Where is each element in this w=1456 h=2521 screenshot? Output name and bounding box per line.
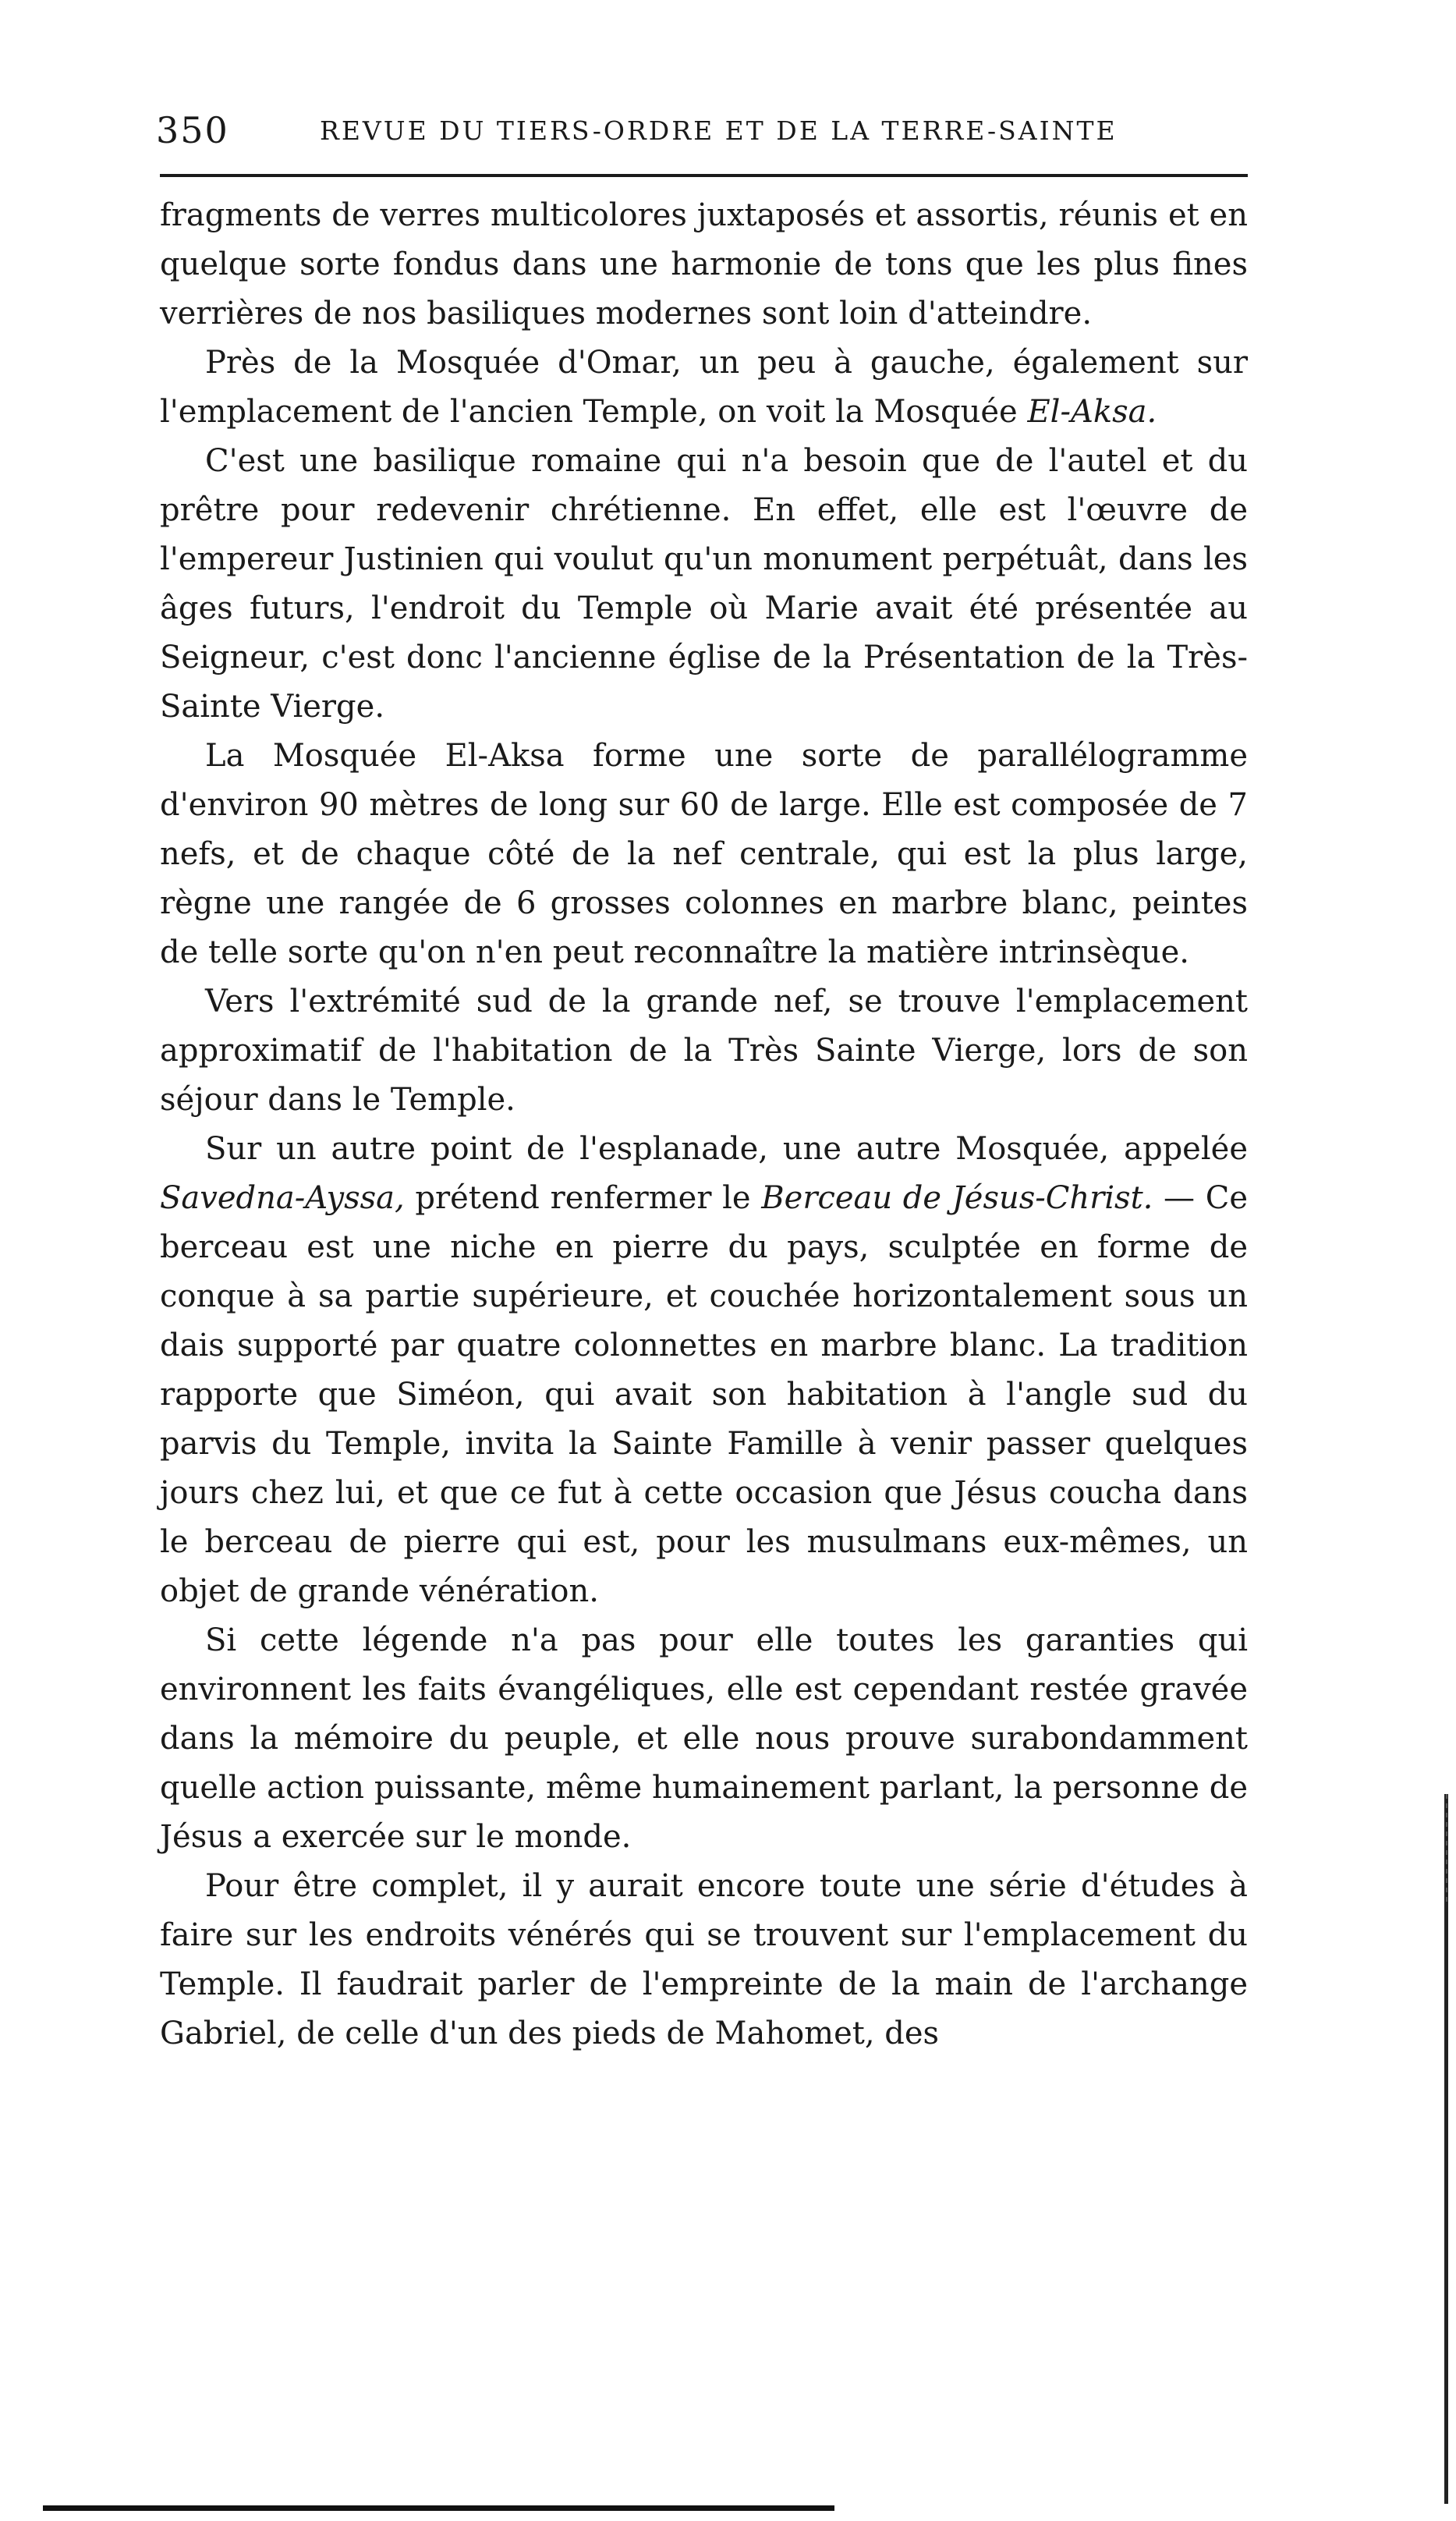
- paragraph-2-text: Près de la Mosquée d'Omar, un peu à gauche, également sur l'emplacement de l'ancien Temple, on voit la Mosquée: [160, 345, 1248, 430]
- page-number: 350: [156, 109, 229, 151]
- paragraph-6: [160, 1125, 1248, 1616]
- page-header: [156, 109, 1248, 164]
- body-text: [160, 191, 1248, 2058]
- running-title: REVUE DU TIERS-ORDRE ET DE LA TERRE-SAINTE: [320, 115, 1118, 146]
- paragraph-8: Pour être complet, il y aurait encore toute une série d'études à faire sur les endroits vénérés qui se trouvent sur l'emplacement du Temple. Il faudrait parler de l'empreinte de la main de l'archange Gabriel, de celle d'un des pieds de Mahomet, des: [160, 1868, 1248, 2051]
- paragraph-6-after: — Ce berceau est une niche en pierre du pays, sculptée en forme de conque à sa partie supérieure, et couchée horizontalement sous un dais supporté par quatre colonnettes en marbre blanc. La tradition rapporte que Siméon, qui avait son habitation à l'angle sud du parvis du Temple, invita la Sainte Famille à venir passer quelques jours chez lui, et que ce fut à cette occasion que Jésus coucha dans le berceau de pierre qui est, pour les musulmans eux-mêmes, un objet de grande vénération.: [160, 1180, 1248, 1609]
- paragraph-5: Vers l'extrémité sud de la grande nef, se trouve l'emplacement approximatif de l'habitation de la Très Sainte Vierge, lors de son séjour dans le Temple.: [160, 984, 1248, 1118]
- paragraph-6-italic-2: Berceau de Jésus-Christ.: [761, 1180, 1153, 1216]
- paragraph-2: [160, 339, 1248, 437]
- paragraph-6-italic: Savedna-Ayssa,: [160, 1180, 405, 1216]
- header-rule: [160, 174, 1248, 177]
- binding-edge-dashes: [1446, 1794, 1447, 1903]
- paragraph-2-italic: El-Aksa.: [1027, 394, 1157, 430]
- paragraph-6-text: Sur un autre point de l'esplanade, une autre Mosquée, appelée: [205, 1131, 1248, 1167]
- bottom-scan-rule: [43, 2505, 834, 2511]
- paragraph-6-middle: prétend renfermer le: [404, 1180, 762, 1216]
- paragraph-1: fragments de verres multicolores juxtaposés et assortis, réunis et en quelque sorte fondus dans une harmonie de tons que les plus fines verrières de nos basiliques modernes sont loin d'atteindre.: [160, 197, 1248, 332]
- paragraph-7: Si cette légende n'a pas pour elle toutes les garanties qui environnent les faits évangéliques, elle est cependant restée gravée dans la mémoire du peuple, et elle nous prouve surabondamment quelle action puissante, même humainement parlant, la personne de Jésus a exercée sur le monde.: [160, 1622, 1248, 1855]
- paragraph-3: C'est une basilique romaine qui n'a besoin que de l'autel et du prêtre pour redevenir chrétienne. En effet, elle est l'œuvre de l'empereur Justinien qui voulut qu'un monument perpétuât, dans les âges futurs, l'endroit du Temple où Marie avait été présentée au Seigneur, c'est donc l'ancienne église de la Présentation de la Très-Sainte Vierge.: [160, 443, 1248, 725]
- paragraph-4: La Mosquée El-Aksa forme une sorte de parallélogramme d'environ 90 mètres de long sur 60 de large. Elle est composée de 7 nefs, et de chaque côté de la nef centrale, qui est la plus large, règne une rangée de 6 grosses colonnes en marbre blanc, peintes de telle sorte qu'on n'en peut reconnaître la matière intrinsèque.: [160, 738, 1248, 970]
